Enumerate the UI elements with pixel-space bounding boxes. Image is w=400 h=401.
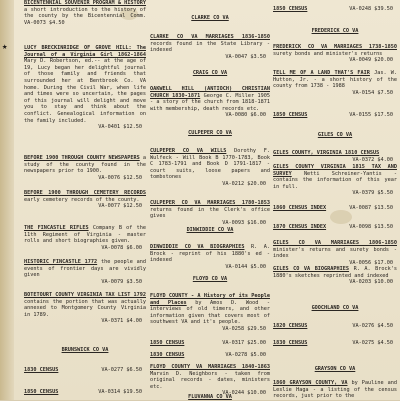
entry-description: Dorothy F. Wulfeck - Will Book B 1770-1783, Book C 1783-1791 and Book D 1791-1817 - court suits, loose papers and tombstones [150,148,271,181]
catalog-entry [150,293,270,333]
entry-title: GILES COUNTY VIRGINIA 1815 TAX AND SURVEY [273,164,397,177]
catalog-entry [24,0,146,26]
county-heading-text: GOOCHLAND CO VA [311,305,359,311]
county-heading-text: GILES CO VA [317,132,353,138]
entry-title: BEFORE 1900 THROUGH CEMETERY RECORDS [24,190,146,196]
catalog-entry [24,190,146,210]
entry-title: 1860 GRAYSON COUNTY, VA [273,380,348,386]
catalog-entry [24,45,146,131]
entry-text [24,0,146,26]
catalog-entry [150,148,270,188]
entry-description: records found in the State Library - indexed [150,40,270,54]
entry-price: VA-0379 $5.50 [352,190,393,197]
entry-price: VA-0078 $6.00 [101,244,142,251]
entry-price: VA-0372 $4.00 [352,156,393,163]
entry-description: a study of the county found in the newspapers prior to 1900. [24,155,147,175]
county-heading-text: FREDERICK CO VA [311,28,359,34]
entry-description: returns found in the Clerk's office gives [150,206,270,220]
entry-price: VA-0079 $3.50 [101,278,142,285]
census-title: 1820 CENSUS [273,323,308,329]
catalog-entry [24,259,146,285]
county-heading-text: GRAYSON CO VA [314,366,356,372]
census-code: VA-0277 $6.50 [101,367,142,373]
entry-price: VA-0080 $6.00 [225,112,266,119]
entry-description: a short introduction to the history of the county by the Bicentennial Comm. VA-0073 $4.50 [24,6,146,26]
entry-description: surety bonds and minister's returns [273,50,383,57]
entry-price: VA-0144 $5.00 [225,263,266,270]
county-heading [273,305,397,312]
catalog-entry [150,86,270,119]
entry-description: the people and events of frontier days are vividly given [24,259,146,279]
census-entry [273,6,397,13]
entry-description: Jas. W. Hutton, Jr. - a short history of the county from 1738 - 1988 [273,70,397,90]
county-heading-text: CLARKE CO VA [191,15,229,21]
census-code: VA-0098 $13.50 [349,224,393,230]
county-heading [150,227,270,234]
county-heading-text: CRAIG CO VA [192,70,228,76]
entry-title: OAKWELL HILL (ANTIOCH) CHRISTIAN CHURCH 1830-1871 [150,86,270,99]
census-entry [273,205,397,212]
entry-price: VA-0093 $16.00 [222,219,266,226]
catalog-entry [273,70,397,96]
catalog-entry [24,155,146,181]
entry-description: George C. Miller 1905 - a story of the church from 1818-1871 with membership, death records etc. [150,92,270,112]
catalog-entry [273,44,397,64]
census-code: VA-0317 $25.00 [222,340,266,346]
entry-text [273,164,397,190]
census-title: 1850 CENSUS [150,340,185,346]
entry-description: contains the portion that was actually annexed to Montgomery County Virginia in 1789. [24,298,146,318]
county-heading [150,276,270,283]
entry-price: VA-0047 $3.50 [225,53,266,60]
entry-title: HISTORIC FINCASTLE 1772 [24,259,98,265]
entry-title: LUCY BRECKINRIDGE OF GROVE HILL: The Journal of a Virginia Girl 1862-1864 [24,45,146,58]
census-title: 1830 CENSUS [24,367,59,373]
entry-title: GILES CO VA MARRIAGES 1806-1850 [273,240,397,246]
county-heading-text: BRUNSWICK CO VA [61,347,109,353]
entry-price: VA-0049 $20.00 [349,57,393,64]
entry-description: R. A. Brock - reprint of his 1880's ed - indexed [150,244,271,264]
census-code: VA-0155 $17.50 [349,112,393,118]
census-entry [273,340,397,347]
entry-description: by Amos D. Wood - interviews of old timers, and other information given that covers most of southwest VA and it's people. [150,299,271,326]
catalog-entry [150,34,270,60]
entry-text [273,44,397,57]
catalog-entry [273,164,397,197]
catalog-entry [150,364,270,397]
star-icon: ★ [2,42,8,52]
census-entry [273,224,397,231]
entry-title: CULPEPER CO VA WILLS [150,148,227,154]
county-heading [273,132,397,139]
census-entry [24,367,146,374]
entry-text [150,148,270,181]
census-code: VA-0278 $5.00 [225,352,266,358]
catalog-entry [273,266,397,286]
county-heading [24,347,146,354]
entry-text [24,225,146,245]
entry-title: FREDERICK CO VA MARRIAGES 1738-1850 [273,44,397,50]
census-title: 1850 CENSUS [24,389,59,395]
entry-text [24,45,146,124]
county-heading-text: FLUVANNA CO VA [188,394,232,400]
entry-title: THE FINCASTLE RIFLES [24,225,89,231]
entry-description: by Pauline and Leslie Haga - a listing of the census records, just prior to the [273,380,397,400]
entry-description: Marvin D. Neighbors - taken from original records - dates, ministers etc. [150,370,270,390]
census-entry [273,112,397,119]
entry-text [273,240,397,260]
entry-text [24,190,146,203]
entry-description: Mary D. Robertson, ed.-- at the age of 19, Lucy began her delightful journal of those family and friends that surrounded her at Bentbrook Co. VA home. During the Civil War, when life and times were so uncertain, the pages of this journal will delight and move you to stay and think about the conflict. Genealogical information on the family included. [24,58,146,124]
entry-price: VA-0076 $12.50 [98,174,142,181]
census-entry [150,340,270,347]
catalog-entry [24,225,146,251]
entry-text [150,34,270,54]
county-heading [150,70,270,77]
census-code: VA-0087 $13.50 [349,205,393,211]
entry-title: BOTETOURT COUNTY VIRGINIA TAX LIST 1792 [24,292,146,298]
entry-title: CULPEPER CO VA MARRIAGES 1780-1853 [150,200,270,206]
entry-text [273,380,397,400]
county-heading-text: FLOYD CO VA [192,276,228,282]
entry-price: VA-0212 $20.00 [222,180,266,187]
entry-description: Company B of the 11th Regiment of Virginia - master rolls and short biographies given. [24,225,146,245]
catalog-entry [273,380,397,400]
census-entry [273,323,397,330]
entry-price: VA-0371 $4.00 [101,318,142,325]
entry-text [273,266,397,279]
entry-text [24,259,146,279]
entry-price: VA-0077 $12.50 [98,203,142,210]
county-heading [150,130,270,137]
entry-price: VA-0258 $29.50 [222,325,266,332]
census-title: 1860 CENSUS INDEX [273,205,327,211]
entry-description: R. A. Brock's 1880's sketches reprinted and indexed [273,266,397,279]
entry-title: FLOYD COUNTY VA MARRIAGES 1840-1863 [150,364,270,370]
census-entry [150,352,270,359]
entry-price: VA-0154 $7.50 [352,89,393,96]
census-code: VA-0275 $4.50 [352,340,393,346]
entry-text [150,244,270,264]
census-code: VA-0248 $39.50 [349,6,393,12]
page-fold-shadow [0,0,14,400]
entry-text [150,293,270,326]
entry-title: GILES COUNTY, VIRGINIA 1810 CENSUS [273,150,380,156]
entry-description: early cemetery records of the county. [24,196,140,203]
census-title: 1870 CENSUS INDEX [273,224,327,230]
county-heading [273,28,397,35]
catalog-entry [24,292,146,325]
census-title: 1830 CENSUS [273,340,308,346]
census-code: VA-0314 $19.50 [98,389,142,395]
entry-title: CLARKE CO VA MARRIAGES 1836-1850 [150,34,270,40]
entry-text [273,150,397,157]
entry-title: GILES CO VA BIOGRAPHIES [273,266,350,272]
entry-title: BEFORE 1900 THROUGH COUNTY NEWSPAPERS [24,155,140,161]
catalog-entry [150,244,270,270]
entry-description: Netti Schreiner-Yantis - contains the information of this year in full. [273,170,397,190]
entry-text [150,364,270,390]
census-title: 1850 CENSUS [273,112,308,118]
census-entry [24,389,146,396]
county-heading-text: CULPEPER CO VA [188,130,232,136]
paper-stain [330,210,352,224]
entry-text [150,86,270,112]
entry-text [273,70,397,90]
entry-price: VA-0056 $17.00 [349,259,393,266]
county-heading [273,366,397,373]
entry-text [150,200,270,220]
catalog-entry [273,240,397,266]
catalog-entry [150,200,270,226]
county-heading-text: DINWIDDIE CO VA [186,227,234,233]
entry-title: FLOYD COUNTY - A History of its People and Places [150,293,270,306]
census-title: 1850 CENSUS [273,6,308,12]
entry-title: DINWIDDIE CO VA BIOGRAPHIES [150,244,245,250]
entry-price: VA-0401 $12.50 [98,124,142,131]
entry-price: VA-0244 $10.00 [222,390,266,397]
entry-text [24,292,146,318]
county-heading [150,15,270,22]
entry-title: TELL ME OF A LAND THAT'S FAIR [273,70,370,76]
census-title: 1830 CENSUS [150,352,185,358]
entry-title: BICENTENNIAL SOUVENIR PROGRAM & HISTORY [24,0,146,6]
catalog-entry [273,150,397,163]
entry-price: VA-0203 $10.00 [349,279,393,286]
entry-description: minister's returns and surety bonds - index [273,246,397,260]
entry-text [24,155,146,175]
census-code: VA-0276 $4.50 [352,323,393,329]
